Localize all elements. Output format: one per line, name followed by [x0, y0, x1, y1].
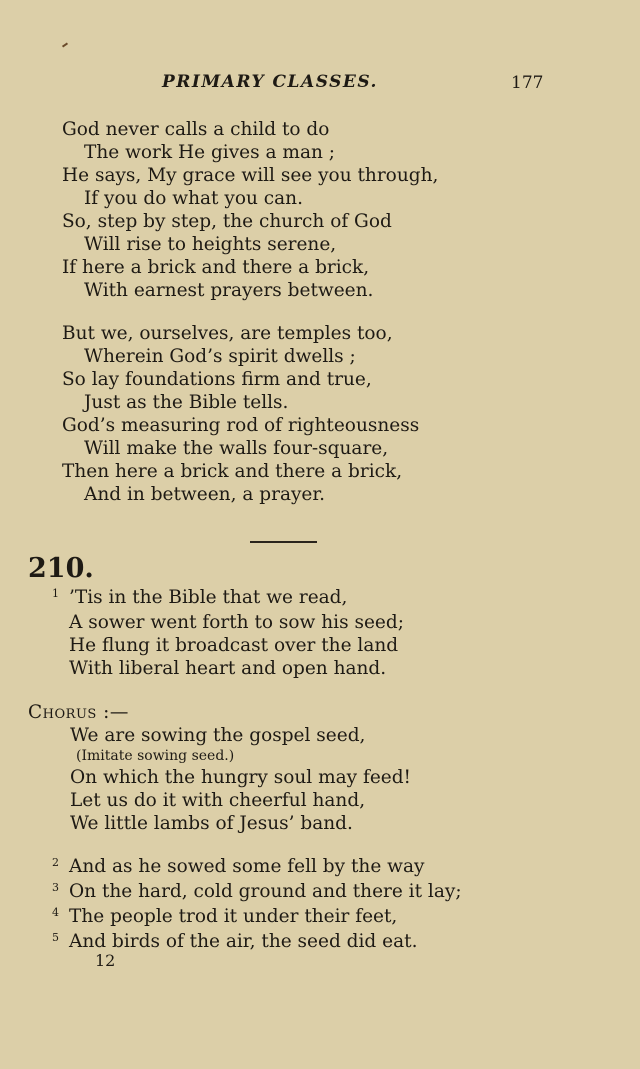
chorus-label: Chorus :— — [28, 702, 129, 723]
verse-line — [52, 905, 462, 930]
stanza-line: God’s measuring rod of righteousness — [62, 415, 420, 436]
verse-text: The people trod it under their feet, — [69, 906, 398, 927]
chorus — [70, 724, 411, 835]
signature-mark: 12 — [95, 951, 116, 970]
verse-number: 1 — [52, 587, 59, 600]
stanza-line: If you do what you can. — [84, 188, 303, 209]
verse-line — [52, 634, 404, 657]
chorus-line: We little lambs of Jesus’ band. — [70, 813, 353, 834]
stanza-line: Will make the walls four-square, — [84, 438, 389, 459]
stanza-line: So, step by step, the church of God — [62, 211, 392, 232]
verse-text: He flung it broadcast over the land — [69, 635, 399, 656]
page-number: 177 — [511, 73, 544, 93]
verse-text: On the hard, cold ground and there it lay; — [69, 881, 462, 902]
stanza-line: He says, My grace will see you through, — [62, 165, 439, 186]
verse-line — [52, 880, 462, 905]
stanza-1 — [62, 118, 438, 302]
stanza-line: Will rise to heights serene, — [84, 234, 337, 255]
verse-number: 2 — [52, 856, 59, 869]
stanza-line: Wherein God’s spirit dwells ; — [84, 346, 356, 367]
stanza-line: But we, ourselves, are temples too, — [62, 323, 393, 344]
stanza-line: Just as the Bible tells. — [84, 392, 289, 413]
hymn-number: 210. — [28, 553, 94, 584]
stanza-line: And in between, a prayer. — [84, 484, 326, 505]
stanza-line: With earnest prayers between. — [84, 280, 374, 301]
verse-text: ’Tis in the Bible that we read, — [69, 587, 348, 608]
stanza-line: The work He gives a man ; — [84, 142, 335, 163]
verse-text: A sower went forth to sow his seed; — [69, 612, 404, 633]
verse-line — [52, 855, 462, 880]
verse-text: And birds of the air, the seed did eat. — [69, 931, 418, 952]
verse-number: 4 — [52, 906, 59, 919]
verse-number: 3 — [52, 881, 59, 894]
running-header: PRIMARY CLASSES. — [162, 72, 378, 92]
ink-speck — [62, 42, 68, 47]
verse-line — [52, 657, 404, 680]
stanza-line: So lay foundations firm and true, — [62, 369, 372, 390]
verses-2-5 — [52, 855, 462, 955]
stanza-line: Then here a brick and there a brick, — [62, 461, 403, 482]
verse-line — [52, 586, 404, 611]
stanza-line: God never calls a child to do — [62, 119, 330, 140]
verse-line — [52, 611, 404, 634]
verse-text: With liberal heart and open hand. — [69, 658, 387, 679]
verse-number: 5 — [52, 931, 59, 944]
chorus-line: On which the hungry soul may feed! — [70, 767, 411, 788]
stage-direction: (Imitate sowing seed.) — [76, 748, 235, 764]
stanza-2 — [62, 322, 419, 506]
stanza-line: If here a brick and there a brick, — [62, 257, 370, 278]
verse-1 — [52, 586, 404, 680]
chorus-line: We are sowing the gospel seed, — [70, 725, 366, 746]
section-divider — [250, 541, 317, 543]
chorus-line: Let us do it with cheerful hand, — [70, 790, 366, 811]
verse-text: And as he sowed some fell by the way — [69, 856, 425, 877]
